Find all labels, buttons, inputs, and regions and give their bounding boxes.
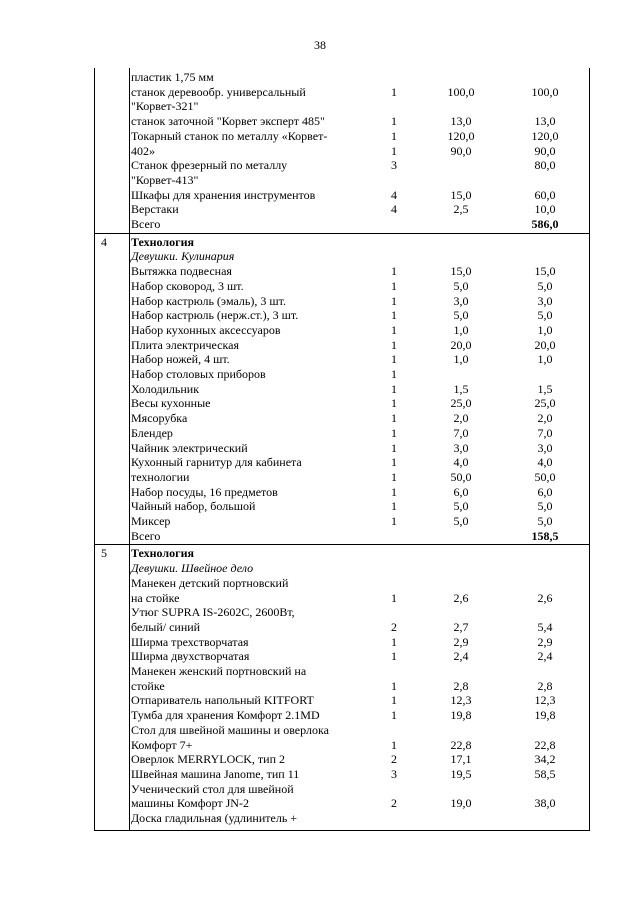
item-quantity: 1 bbox=[391, 649, 397, 664]
item-quantity: 1 bbox=[391, 337, 397, 352]
page-number: 38 bbox=[314, 38, 326, 52]
item-total: 5,0 bbox=[537, 278, 553, 293]
item-price: 15,0 bbox=[450, 187, 472, 202]
item-name: Верстаки bbox=[131, 202, 179, 217]
item-name: Доска гладильная (удлинитель + bbox=[131, 811, 298, 825]
item-name: Манекен детский портновский bbox=[131, 575, 289, 590]
item-total: 20,0 bbox=[534, 337, 556, 352]
item-name: Набор посуды, 16 предметов bbox=[131, 484, 278, 499]
item-total: 38,0 bbox=[534, 796, 556, 811]
item-quantity: 1 bbox=[391, 634, 397, 649]
item-quantity: 1 bbox=[391, 396, 397, 411]
item-name: Плита электрическая bbox=[131, 337, 240, 352]
item-price: 19,5 bbox=[450, 766, 472, 781]
item-total: 3,0 bbox=[537, 293, 553, 308]
section-subtitle: Девушки. Кулинария bbox=[131, 249, 235, 264]
item-total: 1,0 bbox=[537, 322, 553, 337]
item-price: 2,6 bbox=[453, 590, 469, 605]
section-number: 5 bbox=[101, 546, 107, 561]
item-name: Чайник электрический bbox=[131, 440, 248, 455]
item-name: Отпариватель напольный KITFORT bbox=[131, 693, 314, 708]
item-price: 5,0 bbox=[453, 308, 469, 323]
item-total: 80,0 bbox=[534, 158, 556, 173]
item-name: технологии bbox=[131, 469, 190, 484]
item-total: 15,0 bbox=[534, 264, 556, 279]
item-name: на стойке bbox=[131, 590, 180, 605]
item-price: 90,0 bbox=[450, 143, 472, 158]
item-price: 7,0 bbox=[453, 425, 469, 440]
item-name: Набор кастрюль (эмаль), 3 шт. bbox=[131, 293, 286, 308]
item-price: 2,9 bbox=[453, 634, 469, 649]
item-quantity: 3 bbox=[391, 766, 397, 781]
item-name: Весы кухонные bbox=[131, 396, 211, 411]
item-name: Ширма двухстворчатая bbox=[131, 649, 250, 664]
section-total: 586,0 bbox=[531, 217, 559, 231]
item-name: Мясорубка bbox=[131, 411, 188, 426]
item-total: 1,5 bbox=[537, 381, 553, 396]
item-name: Миксер bbox=[131, 514, 171, 528]
item-total: 5,4 bbox=[537, 619, 553, 634]
item-name: Ширма трехстворчатая bbox=[131, 634, 249, 649]
item-price: 2,7 bbox=[453, 619, 469, 634]
item-name: "Корвет-321" bbox=[131, 99, 199, 114]
item-quantity: 2 bbox=[391, 619, 397, 634]
item-quantity: 3 bbox=[391, 158, 397, 173]
item-total: 7,0 bbox=[537, 425, 553, 440]
item-quantity: 1 bbox=[391, 293, 397, 308]
item-quantity: 1 bbox=[391, 693, 397, 708]
item-quantity: 1 bbox=[391, 678, 397, 693]
item-name: Ученический стол для швейной bbox=[131, 781, 294, 796]
item-quantity: 4 bbox=[391, 202, 397, 217]
item-quantity: 1 bbox=[391, 440, 397, 455]
item-name: 402» bbox=[131, 143, 155, 158]
item-name: пластик 1,75 мм bbox=[131, 70, 214, 84]
item-price: 2,8 bbox=[453, 678, 469, 693]
item-quantity: 2 bbox=[391, 796, 397, 811]
item-name: Токарный станок по металлу «Корвет- bbox=[131, 128, 328, 143]
item-name: Тумба для хранения Комфорт 2.1MD bbox=[131, 708, 320, 723]
item-name: Набор кухонных аксессуаров bbox=[131, 322, 281, 337]
item-quantity: 1 bbox=[391, 411, 397, 426]
item-quantity: 1 bbox=[391, 499, 397, 514]
item-name: Станок фрезерный по металлу bbox=[131, 158, 288, 173]
item-quantity: 1 bbox=[391, 308, 397, 323]
item-quantity: 1 bbox=[391, 590, 397, 605]
item-quantity: 4 bbox=[391, 187, 397, 202]
item-name: Шкафы для хранения инструментов bbox=[131, 187, 316, 202]
item-total: 1,0 bbox=[537, 352, 553, 367]
item-price: 25,0 bbox=[450, 396, 472, 411]
item-price: 4,0 bbox=[453, 455, 469, 470]
item-quantity: 1 bbox=[391, 737, 397, 752]
item-price: 100,0 bbox=[447, 84, 475, 99]
column-divider bbox=[129, 68, 130, 830]
item-total: 90,0 bbox=[534, 143, 556, 158]
item-name: Оверлок MERRYLOCK, тип 2 bbox=[131, 752, 286, 767]
item-total: 12,3 bbox=[534, 693, 556, 708]
item-total: 2,4 bbox=[537, 649, 553, 664]
item-price: 2,5 bbox=[453, 202, 469, 217]
item-price: 20,0 bbox=[450, 337, 472, 352]
item-price: 1,5 bbox=[453, 381, 469, 396]
item-name: станок деревообр. универсальный bbox=[131, 84, 306, 99]
item-total: 5,0 bbox=[537, 308, 553, 323]
item-name: Всего bbox=[131, 528, 161, 543]
item-quantity: 1 bbox=[391, 352, 397, 367]
item-price: 2,0 bbox=[453, 411, 469, 426]
item-total: 13,0 bbox=[534, 114, 556, 129]
item-quantity: 1 bbox=[391, 484, 397, 499]
item-price: 5,0 bbox=[453, 278, 469, 293]
section-title: Технология bbox=[131, 546, 194, 561]
item-name: машины Комфорт JN-2 bbox=[131, 796, 249, 811]
item-price: 19,8 bbox=[450, 708, 472, 723]
item-name: стойке bbox=[131, 678, 165, 693]
item-quantity: 1 bbox=[391, 455, 397, 470]
item-total: 34,2 bbox=[534, 752, 556, 767]
item-quantity: 1 bbox=[391, 425, 397, 440]
item-quantity: 1 bbox=[391, 264, 397, 279]
item-name: Набор ножей, 4 шт. bbox=[131, 352, 230, 367]
item-name: Комфорт 7+ bbox=[131, 737, 193, 752]
item-total: 58,5 bbox=[534, 766, 556, 781]
item-price: 13,0 bbox=[450, 114, 472, 129]
section-total: 158,5 bbox=[531, 528, 559, 543]
item-total: 2,0 bbox=[537, 411, 553, 426]
item-name: Блендер bbox=[131, 425, 173, 440]
item-quantity: 1 bbox=[391, 708, 397, 723]
item-price: 120,0 bbox=[447, 128, 475, 143]
item-total: 6,0 bbox=[537, 484, 553, 499]
item-total: 50,0 bbox=[534, 469, 556, 484]
item-total: 60,0 bbox=[534, 187, 556, 202]
item-quantity: 1 bbox=[391, 114, 397, 129]
item-name: Утюг SUPRA IS-2602C, 2600Вт, bbox=[131, 605, 295, 620]
item-name: Набор сковород, 3 шт. bbox=[131, 278, 244, 293]
item-quantity: 1 bbox=[391, 469, 397, 484]
item-name: Холодильник bbox=[131, 381, 200, 396]
item-price: 17,1 bbox=[450, 752, 472, 767]
item-price: 1,0 bbox=[453, 352, 469, 367]
item-total: 10,0 bbox=[534, 202, 556, 217]
item-price: 50,0 bbox=[450, 469, 472, 484]
item-name: Чайный набор, большой bbox=[131, 499, 256, 514]
item-total: 22,8 bbox=[534, 737, 556, 752]
item-quantity: 1 bbox=[391, 514, 397, 528]
item-total: 5,0 bbox=[537, 514, 553, 528]
item-total: 4,0 bbox=[537, 455, 553, 470]
item-price: 1,0 bbox=[453, 322, 469, 337]
item-price: 2,4 bbox=[453, 649, 469, 664]
section-number: 4 bbox=[101, 234, 107, 249]
item-name: Набор кастрюль (нерж.ст.), 3 шт. bbox=[131, 308, 299, 323]
item-quantity: 1 bbox=[391, 143, 397, 158]
item-name: Швейная машина Janome, тип 11 bbox=[131, 766, 300, 781]
item-name: станок заточной "Корвет эксперт 485" bbox=[131, 114, 325, 129]
item-quantity: 1 bbox=[391, 367, 397, 381]
item-total: 2,9 bbox=[537, 634, 553, 649]
item-name: Стол для швейной машины и оверлока bbox=[131, 722, 329, 737]
item-price: 3,0 bbox=[453, 293, 469, 308]
item-name: Вытяжка подвесная bbox=[131, 264, 232, 279]
equipment-table bbox=[94, 68, 590, 831]
item-quantity: 1 bbox=[391, 381, 397, 396]
item-price: 5,0 bbox=[453, 514, 469, 528]
item-price: 22,8 bbox=[450, 737, 472, 752]
item-price: 3,0 bbox=[453, 440, 469, 455]
item-price: 15,0 bbox=[450, 264, 472, 279]
item-total: 25,0 bbox=[534, 396, 556, 411]
item-name: Манекен женский портновский на bbox=[131, 664, 307, 678]
item-quantity: 1 bbox=[391, 128, 397, 143]
item-price: 5,0 bbox=[453, 499, 469, 514]
item-total: 19,8 bbox=[534, 708, 556, 723]
item-total: 100,0 bbox=[531, 84, 559, 99]
item-name: "Корвет-413" bbox=[131, 172, 199, 187]
section-title: Технология bbox=[131, 234, 194, 249]
section-divider bbox=[95, 233, 589, 234]
section-divider bbox=[95, 544, 589, 545]
item-quantity: 1 bbox=[391, 278, 397, 293]
item-quantity: 1 bbox=[391, 84, 397, 99]
item-price: 12,3 bbox=[450, 693, 472, 708]
item-total: 2,8 bbox=[537, 678, 553, 693]
section-subtitle: Девушки. Швейное дело bbox=[131, 561, 254, 576]
item-name: Кухонный гарнитур для кабинета bbox=[131, 455, 302, 470]
item-name: белый/ синий bbox=[131, 619, 201, 634]
item-total: 2,6 bbox=[537, 590, 553, 605]
item-name: Набор столовых приборов bbox=[131, 367, 266, 381]
item-total: 120,0 bbox=[531, 128, 559, 143]
item-name: Всего bbox=[131, 217, 161, 231]
item-total: 5,0 bbox=[537, 499, 553, 514]
item-quantity: 1 bbox=[391, 322, 397, 337]
item-quantity: 2 bbox=[391, 752, 397, 767]
item-total: 3,0 bbox=[537, 440, 553, 455]
item-price: 6,0 bbox=[453, 484, 469, 499]
item-price: 19,0 bbox=[450, 796, 472, 811]
